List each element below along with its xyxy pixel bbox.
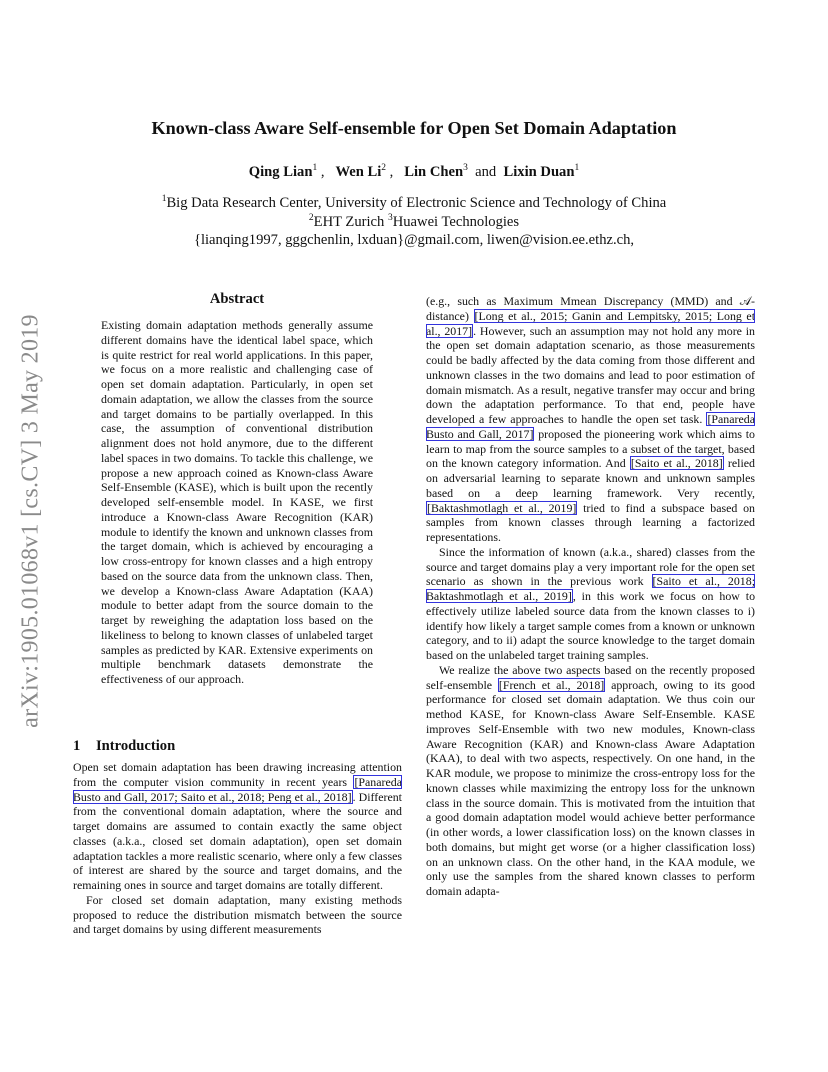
citation-link[interactable]: [French et al., 2018] <box>498 677 605 692</box>
citation-link[interactable]: [Panareda Busto and Gall, 2017; Saito et al., 2018; Peng et al., 2018] <box>73 774 402 804</box>
abstract-text: Existing domain adaptation methods generally assume different domains have the identical label space, which is quite restrict for real world applications. In this paper, we focus on a more realistic and challenging case of open set domain adaptation. Particularly, in open set domain adaptation, we allow the classes from the source and target domains to be partially overlapped. In this case, the assumption of conventional distribution alignment does not hold anymore, due to the different label spaces in two domains. To tackle this challenge, we propose a new approach coined as Known-class Aware Self-Ensemble (KASE), which is built upon the recently developed self-ensemble model. In KASE, we first introduce a Known-class Aware Recognition (KAR) module to identify the known and unknown classes from the target domain, which is achieved by encouraging a low cross-entropy for known classes and a high entropy based on the source data from the unknown class. Then, we develop a Known-class Aware Adaptation (KAA) module to better adapt from the source domain to the target by reweighing the adaptation loss based on the likeliness to belong to known classes of unlabeled target samples as predicted by KAR. Extensive experiments on multiple benchmark datasets demonstrate the effectiveness of our approach. <box>101 318 373 686</box>
citation-link[interactable]: [Saito et al., 2018] <box>630 456 723 471</box>
author-name: Qing Lian <box>248 163 313 180</box>
paragraph-text: . Different from the conventional domain adaptation, where the source and target domains are assumed to contain exactly the same object classes (a.k.a., closed set domain adaptation), open set domain adaptation tackles a more realistic scenario, where only a few classes of interest are shared by the source and target domains, and the remaining ones in source and target domains are totally different. <box>73 789 402 892</box>
affiliation-mark: 1 <box>161 194 167 204</box>
author-name: Wen Li <box>335 163 382 180</box>
author-affiliation-mark: 3 <box>463 163 468 173</box>
left-column-body <box>73 760 402 937</box>
citation-link[interactable]: [Saito et al., 2018; Baktashmotlagh et al., 2019] <box>426 574 755 603</box>
section-number: 1 <box>73 738 81 754</box>
author-affiliation-mark: 1 <box>574 163 580 173</box>
paragraph <box>426 663 755 899</box>
section-heading <box>73 738 175 755</box>
paragraph-text: (e.g., such as Maximum Mmean Discrepancy (MMD) and 𝒜-distance) <box>426 294 755 323</box>
citation-link[interactable]: [Long et al., 2015; Ganin and Lempitsky, 2015; Long et al., 2017] <box>426 308 756 338</box>
paragraph <box>426 545 755 663</box>
author-affiliation-mark: 2 <box>381 163 387 173</box>
paragraph <box>73 760 402 893</box>
arxiv-identifier: arXiv:1905.01068v1 [cs.CV] 3 May 2019 <box>17 314 44 728</box>
paragraph-text: . However, such an assumption may not hold any more in the open set domain adaptation scenario, as those measurements could be badly affected by the data coming from those different and unknown classes in the two domains and lead to poor estimation of domain mismatch. As a result, negative transfer may occur and bring down the adaptation performance. To that end, people have developed a few approaches to handle the open set task. <box>426 323 755 426</box>
author-name: Lin Chen <box>404 163 464 180</box>
affiliation-text: EHT Zurich <box>313 213 388 230</box>
paragraph <box>426 294 755 545</box>
author-list: Qing Lian$^1$ , Wen Li$^2$ , Lin Chen$^3$ and Lixin Duan$^1$ <box>248 163 580 180</box>
paragraph-text: tried to find a subspace based on samples from known classes through learning a factorized representations. <box>426 500 755 544</box>
section-title: Introduction <box>96 738 176 754</box>
affiliation-text: Big Data Research Center, University of Electronic Science and Technology of China <box>166 194 667 211</box>
citation-link[interactable]: [Baktashmotlagh et al., 2019] <box>427 500 577 515</box>
abstract-body <box>101 318 373 687</box>
paragraph-text: relied on adversarial learning to separate known and unknown samples based on a deep learning framework. Very recently, <box>426 456 755 500</box>
affiliation-mark: 2 <box>308 213 314 223</box>
paragraph-text: proposed the pioneering work which aims to learn to map from the source samples to a subset of the target, based on the known category information. And <box>426 426 755 471</box>
author-name: Lixin Duan <box>503 163 575 180</box>
paragraph-text: Open set domain adaptation has been drawing increasing attention from the computer vision community in recent years <box>73 760 402 789</box>
paragraph: For closed set domain adaptation, many existing methods proposed to reduce the distribution mismatch between the source and target domains by using different measurements <box>73 892 402 937</box>
affiliation-line-2 <box>0 209 828 232</box>
paragraph-text: , in this work we focus on how to effectively utilize labeled source data from the known classes to i) identify how likely a target sample comes from a known or unknown category, and to ii) adapt the source knowledge to the target domain based on the unlabeled target training samples. <box>426 589 756 662</box>
affiliation-text: Huawei Technologies <box>392 213 520 230</box>
paragraph-text: approach, owing to its good performance for closed set domain adaptation. We thus coin our method KASE, for Known-class Aware Self-Ensemble. KASE improves Self-Ensemble with two new modules, Known-class Aware Recognition (KAR) and Known-class Aware Adaptation (KAA), to deal with two aspects, respectively. On one hand, in the KAR module, we propose to minimize the cross-entropy loss for the known classes while maximizing the entropy loss for the unknown class in the source domain. This is motivated from the intuition that a good domain adaptation model would achieve better performance (in other words, a lower classification loss) on the known classes in both domains, but might get worse (or a higher classification loss) on an unknown class. On the other hand, in the KAA module, we only use the samples from the shared known classes to perform domain adapta- <box>426 677 755 898</box>
author-affiliation-mark: 1 <box>312 163 318 173</box>
paragraph-text: We realize the above two aspects based on the recently proposed self-ensemble <box>426 662 755 692</box>
right-column-body <box>426 294 755 899</box>
citation-link[interactable]: [Panareda Busto and Gall, 2017] <box>426 412 755 441</box>
paragraph-text: Since the information of known (a.k.a., shared) classes from the source and target domains play a very important role for the open set scenario as shown in the previous work <box>426 544 755 589</box>
affiliation-mark: 3 <box>387 213 393 223</box>
abstract-heading: Abstract <box>209 291 265 307</box>
paper-title: Known-class Aware Self-ensemble for Open Set Domain Adaptation <box>151 118 677 138</box>
author-emails: {lianqing1997, gggchenlin, lxduan}@gmail.com, liwen@vision.ee.ethz.ch, <box>193 232 635 248</box>
arxiv-sidebar-stamp <box>11 282 51 760</box>
